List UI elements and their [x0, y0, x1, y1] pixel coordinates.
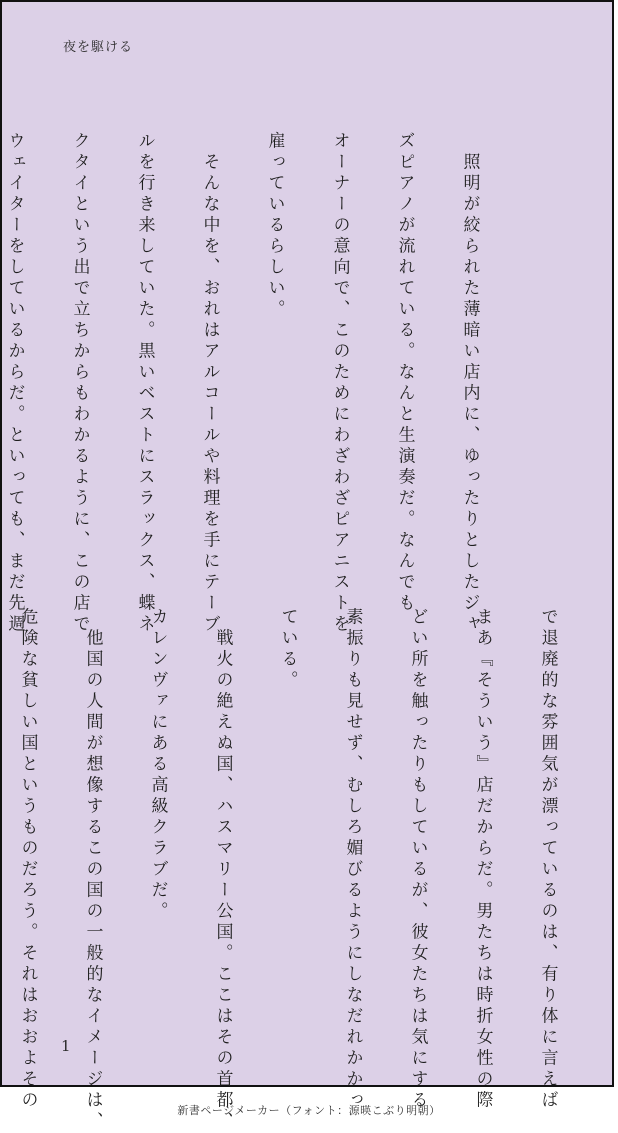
text-line: で退廃的な雰囲気が漂っているのは、有り体に言えば: [537, 607, 558, 1112]
text-line: ズピアノが流れている。なんと生演奏だ。なんでも: [394, 131, 415, 615]
text-line: まあ『そういう』店だからだ。男たちは時折女性の際: [472, 607, 493, 1112]
page-number: 1: [61, 1037, 71, 1055]
footer-credit: 新書ページメーカー（フォント：源暎こぶり明朝）: [177, 1104, 441, 1117]
text-line: クタイという出で立ちからもわかるように、この店で: [69, 131, 90, 636]
text-line: 照明が絞られた薄暗い店内に、ゆったりとしたジャ: [459, 131, 480, 636]
book-title: 夜を駆ける: [63, 40, 134, 55]
text-line: カレンヴァにある高級クラブだ。: [147, 607, 168, 923]
text-line: ている。: [277, 607, 298, 692]
text-line: 危険な貧しい国というものだろう。それはおおよその: [17, 607, 38, 1112]
text-line: そんな中を、おれはアルコールや料理を手にテーブ: [199, 131, 220, 636]
text-line: 戦火の絶えぬ国、ハスマリー公国。ここはその首都、: [212, 607, 233, 1133]
text-block-top: [0, 94, 518, 636]
text-line: 雇っているらしい。: [264, 131, 285, 321]
text-line: 他国の人間が想像するこの国の一般的なイメージは、: [82, 607, 103, 1133]
text-line: ルを行き来していた。黒いベストにスラックス、蝶ネ: [134, 131, 155, 636]
text-line: 素振りも見せず、むしろ媚びるようにしなだれかかっ: [342, 607, 363, 1112]
text-line: どい所を触ったりもしているが、彼女たちは気にする: [407, 607, 428, 1112]
text-line: ウェイターをしているからだ。といっても、まだ先週: [4, 131, 25, 636]
text-line: オーナーの意向で、このためにわざわざピアニストを: [329, 131, 350, 636]
